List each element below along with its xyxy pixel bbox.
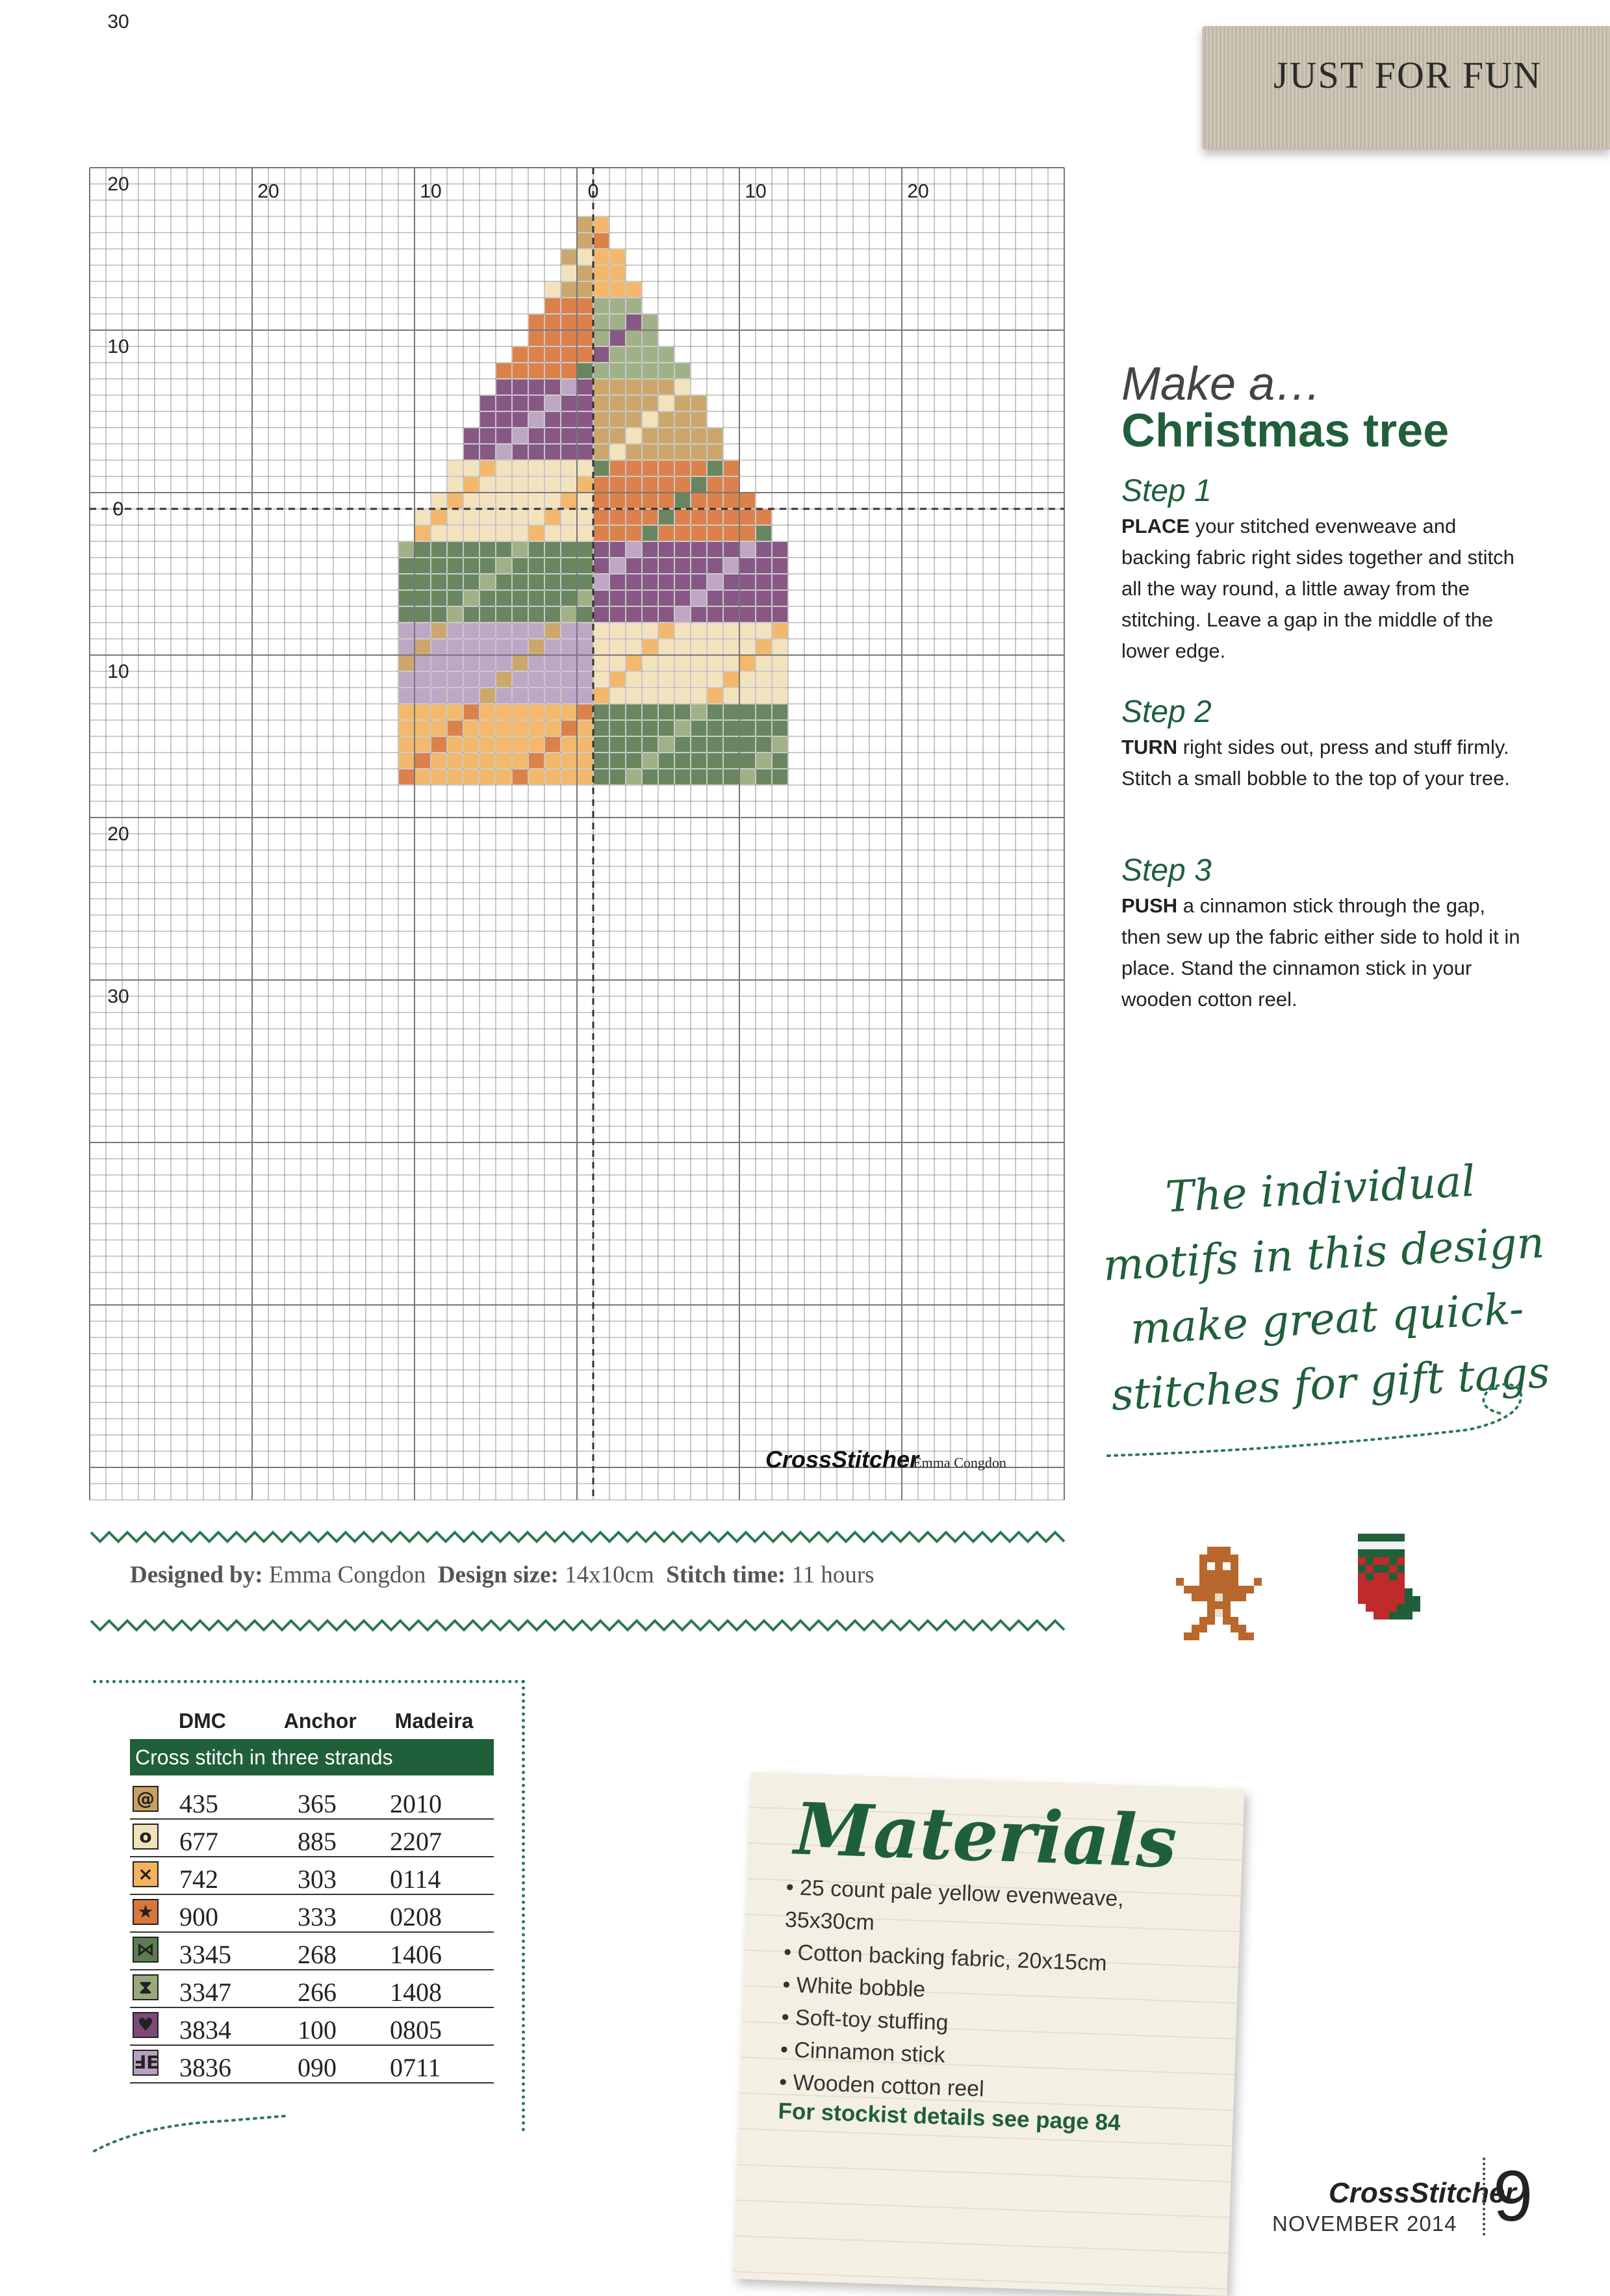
key-row bbox=[130, 2007, 494, 2046]
key-swatch: ★ bbox=[133, 1899, 159, 1925]
design-info bbox=[130, 1561, 875, 1589]
materials-item: • Cinnamon stick bbox=[780, 2033, 1196, 2080]
page-number: 9 bbox=[1483, 2158, 1533, 2236]
step-1-body: your stitched evenweave and backing fabric right sides together and stitch all the way round, a little away from the stitching. Leave a gap in the middle of the lower edge. bbox=[1121, 515, 1514, 662]
zigzag-divider-bottom bbox=[91, 1617, 1069, 1634]
key-anchor: 100 bbox=[298, 2015, 337, 2044]
key-row bbox=[130, 1856, 494, 1895]
materials-note bbox=[734, 1772, 1245, 2296]
key-dmc: 900 bbox=[179, 1902, 218, 1931]
chart-grid bbox=[90, 168, 1064, 1500]
issue-date: NOVEMBER 2014 bbox=[1272, 2212, 1457, 2236]
key-anchor: 090 bbox=[298, 2053, 337, 2082]
materials-item: • Wooden cotton reel bbox=[778, 2066, 1195, 2113]
key-madeira: 0805 bbox=[390, 2015, 442, 2044]
materials-list bbox=[778, 1871, 1202, 2113]
key-swatch: @ bbox=[133, 1786, 159, 1812]
gingerbread-icon bbox=[1176, 1547, 1262, 1640]
step-1-heading: Step 1 bbox=[1121, 474, 1212, 508]
key-anchor: 333 bbox=[298, 1902, 337, 1931]
key-madeira: 0711 bbox=[390, 2053, 441, 2082]
key-dmc: 742 bbox=[179, 1864, 218, 1894]
key-row bbox=[130, 1781, 494, 1820]
key-dmc: 677 bbox=[179, 1827, 218, 1856]
project-intro: Make a… bbox=[1121, 358, 1322, 410]
side-axis-label: 30 bbox=[107, 986, 129, 1007]
top-axis-label: 10 bbox=[745, 181, 767, 202]
key-anchor: 303 bbox=[298, 1864, 337, 1894]
key-band: Cross stitch in three strands bbox=[130, 1739, 494, 1775]
time-value: 11 hours bbox=[791, 1562, 875, 1588]
step-1-lead: PLACE bbox=[1121, 515, 1190, 537]
key-col-anchor: Anchor bbox=[283, 1709, 357, 1733]
key-row bbox=[130, 1818, 494, 1857]
top-axis-label: 20 bbox=[907, 181, 929, 202]
key-dmc: 435 bbox=[179, 1789, 218, 1818]
key-row bbox=[130, 1894, 494, 1933]
side-axis-label: 30 bbox=[107, 11, 129, 32]
step-3-lead: PUSH bbox=[1121, 894, 1178, 917]
time-label: Stitch time: bbox=[666, 1562, 786, 1588]
stockist-note: For stockist details see page 84 bbox=[777, 2098, 1121, 2136]
side-axis-label: 10 bbox=[107, 336, 129, 357]
top-axis-label: 10 bbox=[420, 181, 442, 202]
key-row bbox=[130, 2044, 494, 2083]
key-anchor: 268 bbox=[298, 1940, 337, 1969]
key-anchor: 266 bbox=[298, 1978, 337, 2007]
key-swatch: o bbox=[133, 1824, 159, 1850]
key-madeira: 1406 bbox=[390, 1940, 442, 1969]
side-axis-label: 10 bbox=[107, 661, 129, 682]
key-madeira: 2207 bbox=[390, 1827, 442, 1856]
project-title: Christmas tree bbox=[1121, 405, 1450, 457]
key-swatch: ⧗ bbox=[133, 1974, 159, 2000]
key-dotted-curve bbox=[91, 2112, 299, 2164]
key-anchor: 365 bbox=[298, 1789, 337, 1818]
zigzag-divider-top bbox=[91, 1529, 1069, 1545]
key-col-madeira: Madeira bbox=[394, 1709, 474, 1733]
chart-credit-designer: © Emma Congdon bbox=[899, 1454, 1006, 1471]
key-swatch: ♥ bbox=[133, 2012, 159, 2038]
key-dmc: 3347 bbox=[179, 1978, 231, 2007]
key-dmc: 3834 bbox=[179, 2015, 231, 2044]
key-madeira: 2010 bbox=[390, 1789, 442, 1818]
pull-quote: The individual motifs in this design make great quick-stitches for gift tags bbox=[1101, 1155, 1552, 1421]
size-label: Design size: bbox=[437, 1562, 559, 1588]
section-label: JUST FOR FUN bbox=[1273, 54, 1542, 96]
key-anchor: 885 bbox=[298, 1827, 337, 1856]
key-madeira: 0208 bbox=[390, 1902, 442, 1931]
side-axis-label: 0 bbox=[112, 498, 124, 520]
key-madeira: 1408 bbox=[390, 1978, 442, 2007]
key-swatch: ⋈ bbox=[133, 1937, 159, 1963]
step-2-text bbox=[1121, 732, 1524, 794]
key-col-dmc: DMC bbox=[179, 1709, 226, 1733]
footer-brand: CrossStitcher bbox=[1329, 2177, 1516, 2209]
step-2-lead: TURN bbox=[1121, 736, 1178, 758]
side-axis-label: 20 bbox=[107, 823, 129, 845]
materials-item: • 25 count pale yellow evenweave, 35x30cm bbox=[784, 1871, 1202, 1950]
top-axis-label: 0 bbox=[587, 181, 599, 202]
materials-item: • Soft-toy stuffing bbox=[781, 2001, 1197, 2048]
designer-label: Designed by: bbox=[130, 1562, 263, 1588]
size-value: 14x10cm bbox=[565, 1562, 654, 1588]
dotted-swirl bbox=[1105, 1378, 1533, 1462]
step-3-heading: Step 3 bbox=[1121, 853, 1212, 888]
motif-illustrations bbox=[1169, 1521, 1468, 1690]
materials-item: • White bobble bbox=[782, 1968, 1199, 2015]
cross-stitch-chart bbox=[90, 11, 1071, 1506]
side-axis-label: 20 bbox=[107, 174, 129, 195]
chart-credit-brand: CrossStitcher bbox=[765, 1446, 919, 1473]
materials-item: • Cotton backing fabric, 20x15cm bbox=[783, 1936, 1199, 1983]
key-dmc: 3345 bbox=[179, 1940, 231, 1969]
key-row bbox=[130, 1931, 494, 1970]
step-1-text bbox=[1121, 511, 1524, 667]
key-column-headers bbox=[179, 1709, 474, 1733]
step-2-heading: Step 2 bbox=[1121, 695, 1212, 729]
materials-title: Materials bbox=[793, 1786, 1179, 1884]
designer-value: Emma Congdon bbox=[268, 1562, 426, 1588]
step-2-body: right sides out, press and stuff firmly. Stitch a small bobble to the top of your tree. bbox=[1121, 736, 1510, 790]
step-3-body: a cinnamon stick through the gap, then sew up the fabric either side to hold it in place. Stand the cinnamon stick in your wooden cotton reel. bbox=[1121, 894, 1520, 1011]
key-swatch: × bbox=[133, 1861, 159, 1887]
top-axis-label: 20 bbox=[257, 181, 279, 202]
step-3-text bbox=[1121, 890, 1524, 1015]
section-tab bbox=[1202, 26, 1610, 149]
key-madeira: 0114 bbox=[390, 1864, 441, 1894]
key-dmc: 3836 bbox=[179, 2053, 231, 2082]
stocking-icon bbox=[1358, 1534, 1420, 1619]
key-row bbox=[130, 1969, 494, 2008]
key-swatch: ℲE bbox=[133, 2050, 159, 2076]
